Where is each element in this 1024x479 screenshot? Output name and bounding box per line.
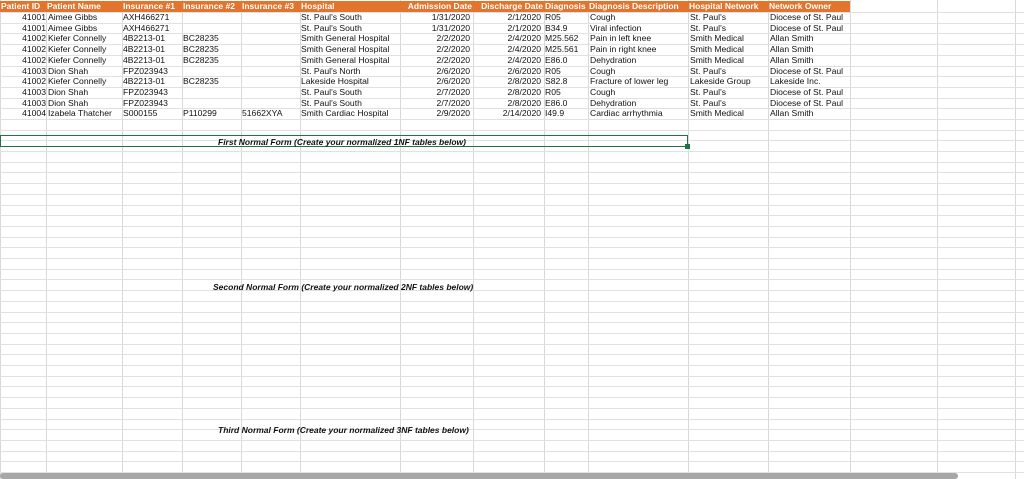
grid-row-line	[0, 279, 1024, 280]
table-cell[interactable]: BC28235	[183, 76, 219, 87]
table-cell[interactable]: 1/31/2020	[431, 12, 470, 22]
table-cell[interactable]: Cough	[590, 86, 616, 97]
table-cell[interactable]: FPZ023943	[123, 97, 168, 108]
table-cell[interactable]: Fracture of lower leg	[590, 76, 669, 87]
grid-row-line	[0, 419, 1024, 420]
table-cell[interactable]: Allan Smith	[770, 54, 814, 65]
grid-row-line	[0, 354, 1024, 355]
table-cell[interactable]: Dion Shah	[48, 65, 89, 76]
table-cell[interactable]: 41003	[22, 97, 46, 108]
table-cell[interactable]: St. Paul's South	[301, 86, 362, 97]
table-cell[interactable]: Diocese of St. Paul	[770, 86, 844, 97]
table-cell[interactable]: FPZ023943	[123, 65, 168, 76]
grid-row-line	[0, 226, 1024, 227]
table-cell[interactable]: Diocese of St. Paul	[770, 22, 844, 33]
table-cell[interactable]: AXH466271	[123, 12, 170, 22]
table-cell[interactable]: FPZ023943	[123, 86, 168, 97]
table-cell[interactable]: 41003	[22, 65, 46, 76]
table-cell[interactable]: Kiefer Connelly	[48, 76, 107, 87]
table-cell[interactable]: 41003	[22, 86, 46, 97]
third-normal-form-label[interactable]: Third Normal Form (Create your normalized 3NF tables below)	[218, 425, 469, 435]
fill-handle[interactable]	[685, 144, 690, 149]
grid-row-line	[0, 151, 1024, 152]
table-cell[interactable]: Smith Medical	[690, 108, 744, 119]
column-header[interactable]: Network Owner	[769, 1, 832, 11]
table-cell[interactable]: 2/8/2020	[507, 86, 541, 97]
table-cell[interactable]: 2/6/2020	[507, 65, 541, 76]
table-cell[interactable]: Lakeside Group	[690, 76, 751, 87]
table-cell[interactable]: E86.0	[545, 54, 568, 65]
table-cell[interactable]: St. Paul's	[690, 12, 727, 22]
table-cell[interactable]: R05	[545, 12, 561, 22]
table-cell[interactable]: Dehydration	[590, 97, 637, 108]
table-cell[interactable]: Cough	[590, 12, 616, 22]
table-cell[interactable]: 2/6/2020	[436, 76, 470, 87]
column-header[interactable]: Insurance #3	[242, 1, 294, 11]
grid-row-line	[0, 408, 1024, 409]
table-cell[interactable]: I49.9	[545, 108, 565, 119]
grid-row-line	[0, 247, 1024, 248]
grid-row-line	[0, 333, 1024, 334]
table-cell[interactable]: Smith Cardiac Hospital	[301, 108, 389, 119]
grid-row-line	[0, 290, 1024, 291]
table-cell[interactable]: Smith General Hospital	[301, 44, 390, 55]
table-cell[interactable]: Kiefer Connelly	[48, 44, 107, 55]
grid-row-line	[0, 429, 1024, 430]
table-cell[interactable]: 2/8/2020	[507, 76, 541, 87]
horizontal-scrollbar[interactable]	[0, 473, 958, 479]
grid-row-line	[0, 205, 1024, 206]
table-cell[interactable]: M25.561	[545, 44, 579, 55]
grid-row-line	[0, 269, 1024, 270]
table-cell[interactable]: Smith Medical	[690, 54, 744, 65]
grid-row-line	[0, 461, 1024, 462]
table-cell[interactable]: BC28235	[183, 54, 219, 65]
table-cell[interactable]: 41001	[22, 12, 46, 22]
grid-row-line	[0, 440, 1024, 441]
grid-row-line	[0, 376, 1024, 377]
table-cell[interactable]: P110299	[183, 108, 217, 119]
table-cell[interactable]: BC28235	[183, 44, 219, 55]
table-cell[interactable]: St. Paul's	[690, 86, 727, 97]
table-cell[interactable]: 51662XYA	[242, 108, 283, 119]
grid-row-line	[0, 172, 1024, 173]
table-cell[interactable]: Dehydration	[590, 54, 637, 65]
table-cell[interactable]: AXH466271	[123, 22, 170, 33]
table-cell[interactable]: Cough	[590, 65, 616, 76]
table-cell[interactable]: 2/1/2020	[507, 12, 541, 22]
table-cell[interactable]: Smith General Hospital	[301, 33, 390, 44]
table-cell[interactable]: BC28235	[183, 33, 219, 44]
table-cell[interactable]: 41002	[22, 44, 46, 55]
grid-row-line	[0, 365, 1024, 366]
table-cell[interactable]: 41002	[22, 33, 46, 44]
grid-row-line	[0, 183, 1024, 184]
column-header[interactable]: Admission Date	[407, 1, 472, 11]
table-cell[interactable]: Cardiac arrhythmia	[590, 108, 663, 119]
column-header[interactable]: Insurance #2	[183, 1, 235, 11]
table-cell[interactable]: St. Paul's	[690, 22, 727, 33]
table-cell[interactable]: Smith Medical	[690, 33, 744, 44]
table-cell[interactable]: St. Paul's South	[301, 97, 362, 108]
table-cell[interactable]: 2/2/2020	[436, 44, 470, 55]
table-cell[interactable]: 2/6/2020	[436, 65, 470, 76]
table-cell[interactable]: 4B2213-01	[123, 44, 166, 55]
table-cell[interactable]: 2/4/2020	[507, 54, 541, 65]
grid-row-line	[0, 451, 1024, 452]
table-cell[interactable]: 4B2213-01	[123, 54, 166, 65]
grid-row-line	[0, 258, 1024, 259]
column-header[interactable]: Diagnosis Description	[589, 1, 679, 11]
table-cell[interactable]: 2/7/2020	[436, 97, 470, 108]
table-cell[interactable]: R05	[545, 86, 561, 97]
grid-row-line	[0, 237, 1024, 238]
table-cell[interactable]: Dion Shah	[48, 97, 89, 108]
table-cell[interactable]: Dion Shah	[48, 86, 89, 97]
grid-row-line	[0, 344, 1024, 345]
table-cell[interactable]: 1/31/2020	[431, 22, 470, 33]
grid-row-line	[0, 301, 1024, 302]
table-cell[interactable]: 2/2/2020	[436, 33, 470, 44]
grid-row-line	[0, 386, 1024, 387]
table-cell[interactable]: 41001	[22, 22, 46, 33]
table-cell[interactable]: 2/4/2020	[507, 33, 541, 44]
table-cell[interactable]: S000155	[123, 108, 158, 119]
grid-row-line	[0, 215, 1024, 216]
table-cell[interactable]: 2/4/2020	[507, 44, 541, 55]
column-header[interactable]: Patient Name	[47, 1, 101, 11]
column-header[interactable]: Patient ID	[1, 1, 41, 11]
table-cell[interactable]: Aimee Gibbs	[48, 12, 98, 22]
table-cell[interactable]: 41002	[22, 76, 46, 87]
table-cell[interactable]: R05	[545, 65, 561, 76]
table-cell[interactable]: 4B2213-01	[123, 33, 166, 44]
table-cell[interactable]: 2/14/2020	[502, 108, 541, 119]
table-cell[interactable]: St. Paul's	[690, 97, 727, 108]
table-cell[interactable]: Diocese of St. Paul	[770, 65, 844, 76]
table-cell[interactable]: S82.8	[545, 76, 568, 87]
table-cell[interactable]: Aimee Gibbs	[48, 22, 98, 33]
table-cell[interactable]: Viral infection	[590, 22, 642, 33]
second-normal-form-label[interactable]: Second Normal Form (Create your normalized 2NF tables below)	[213, 282, 474, 292]
column-header[interactable]: Insurance #1	[123, 1, 175, 11]
table-cell[interactable]: M25.562	[545, 33, 579, 44]
table-cell[interactable]: St. Paul's	[690, 65, 727, 76]
table-cell[interactable]: Lakeside Hospital	[301, 76, 369, 87]
table-cell[interactable]: Diocese of St. Paul	[770, 97, 844, 108]
table-cell[interactable]: Pain in right knee	[590, 44, 657, 55]
header-row	[0, 1, 850, 12]
grid-row-line	[0, 130, 1024, 131]
table-cell[interactable]: Kiefer Connelly	[48, 54, 107, 65]
grid-row-line	[0, 312, 1024, 313]
grid-row-line	[0, 194, 1024, 195]
table-cell[interactable]: 4B2213-01	[123, 76, 166, 87]
table-cell[interactable]: Pain in left knee	[590, 33, 652, 44]
table-cell[interactable]: 2/2/2020	[436, 54, 470, 65]
column-header[interactable]: Discharge Date	[481, 1, 543, 11]
table-cell[interactable]: E86.0	[545, 97, 568, 108]
grid-row-line	[0, 162, 1024, 163]
table-cell[interactable]: St. Paul's South	[301, 22, 362, 33]
table-cell[interactable]: 41002	[22, 54, 46, 65]
table-cell[interactable]: Diocese of St. Paul	[770, 12, 844, 22]
table-cell[interactable]: 2/1/2020	[507, 22, 541, 33]
column-header[interactable]: Hospital Network	[689, 1, 759, 11]
table-cell[interactable]: Allan Smith	[770, 44, 814, 55]
table-cell[interactable]: St. Paul's South	[301, 12, 362, 22]
table-cell[interactable]: Smith Medical	[690, 44, 744, 55]
grid-row-line	[0, 397, 1024, 398]
table-cell[interactable]: Allan Smith	[770, 108, 814, 119]
table-cell[interactable]: St. Paul's North	[301, 65, 361, 76]
table-cell[interactable]: 2/8/2020	[507, 97, 541, 108]
column-header[interactable]: Diagnosis	[545, 1, 586, 11]
table-cell[interactable]: Lakeside Inc.	[770, 76, 821, 87]
table-cell[interactable]: 2/9/2020	[436, 108, 470, 119]
grid-row-line	[0, 322, 1024, 323]
table-cell[interactable]: Smith General Hospital	[301, 54, 390, 65]
table-cell[interactable]: 41004	[22, 108, 46, 119]
table-cell[interactable]: Izabela Thatcher	[48, 108, 112, 119]
table-cell[interactable]: 2/7/2020	[436, 86, 470, 97]
table-cell[interactable]: B34.9	[545, 22, 568, 33]
table-cell[interactable]: Allan Smith	[770, 33, 814, 44]
column-header[interactable]: Hospital	[301, 1, 335, 11]
table-cell[interactable]: Kiefer Connelly	[48, 33, 107, 44]
first-normal-form-label[interactable]: First Normal Form (Create your normalized 1NF tables below)	[218, 137, 466, 147]
